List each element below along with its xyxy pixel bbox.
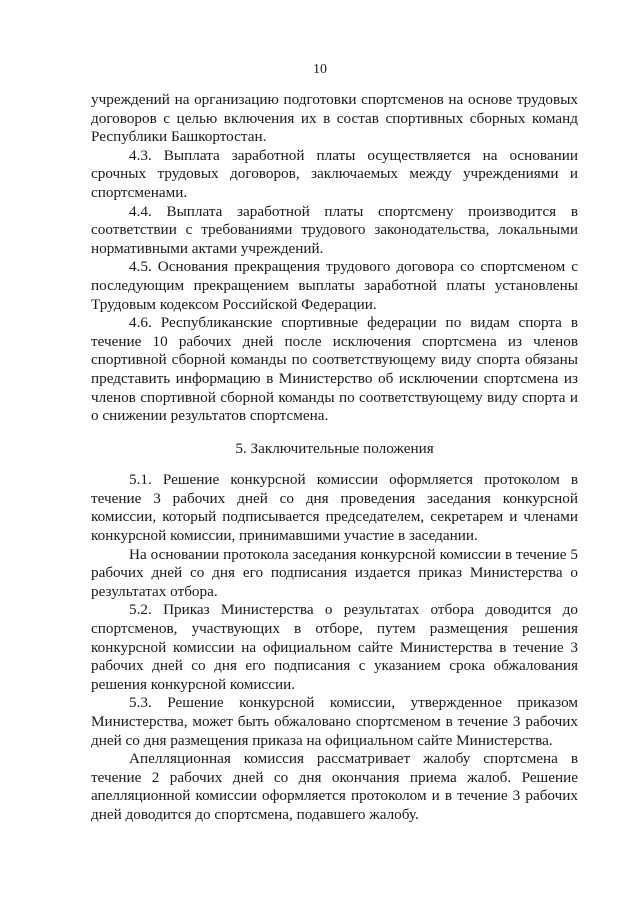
paragraph-5-3-appeal: Апелляционная комиссия рассматривает жалобу спортсмена в течение 2 рабочих дней со дня окончания приема жалоб. Решение апелляционной комиссии оформляется протоколом и в течение 3 рабочих дней доводится до спортсмена, подавшего жалобу. — [91, 750, 578, 823]
paragraph-4-5: 4.5. Основания прекращения трудового договора со спортсменом с последующим прекращением выплаты заработной платы установлены Трудовым кодексом Российской Федерации. — [91, 258, 578, 313]
paragraph-4-3: 4.3. Выплата заработной платы осуществляется на основании срочных трудовых договоров, заключаемых между учреждениями и спортсменами. — [91, 146, 578, 201]
paragraph-4-6: 4.6. Республиканские спортивные федерации по видам спорта в течение 10 рабочих дней после исключения спортсмена из членов спортивной сборной команды по соответствующему виду спорта обязаны представить информацию в Министерство об исключении спортсмена из членов спортивной сборной команды по соответствующему виду спорта и о снижении результатов спортсмена. — [91, 314, 578, 425]
paragraph-5-2: 5.2. Приказ Министерства о результатах отбора доводится до спортсменов, участвующих в отборе, путем размещения решения конкурсной комиссии на официальном сайте Министерства в течение 3 рабочих дней со дня его подписания с указанием срока обжалования решения конкурсной комиссии. — [91, 601, 578, 693]
paragraph-5-3: 5.3. Решение конкурсной комиссии, утвержденное приказом Министерства, может быть обжаловано спортсменом в течение 3 рабочих дней со дня размещения приказа на официальном сайте Министерства. — [91, 694, 578, 749]
section-heading: 5. Заключительные положения — [235, 439, 434, 457]
paragraph-5-1: 5.1. Решение конкурсной комиссии оформляется протоколом в течение 3 рабочих дней со дня проведения заседания конкурсной комиссии, который подписывается председателем, секретарем и членами конкурсной комиссии, принимавшими участие в заседании. — [91, 471, 578, 545]
document-body — [91, 91, 578, 825]
paragraph-5-1-order: На основании протокола заседания конкурсной комиссии в течение 5 рабочих дней со дня его подписания издается приказ Министерства о результатах отбора. — [91, 545, 578, 600]
paragraph-4-4: 4.4. Выплата заработной платы спортсмену производится в соответствии с требованиями трудового законодательства, локальными нормативными актами учреждений. — [91, 202, 578, 257]
page-number: 10 — [313, 62, 327, 77]
paragraph-continuation: учреждений на организацию подготовки спортсменов на основе трудовых договоров с целью включения их в состав спортивных сборных команд Республики Башкортостан. — [91, 91, 578, 146]
